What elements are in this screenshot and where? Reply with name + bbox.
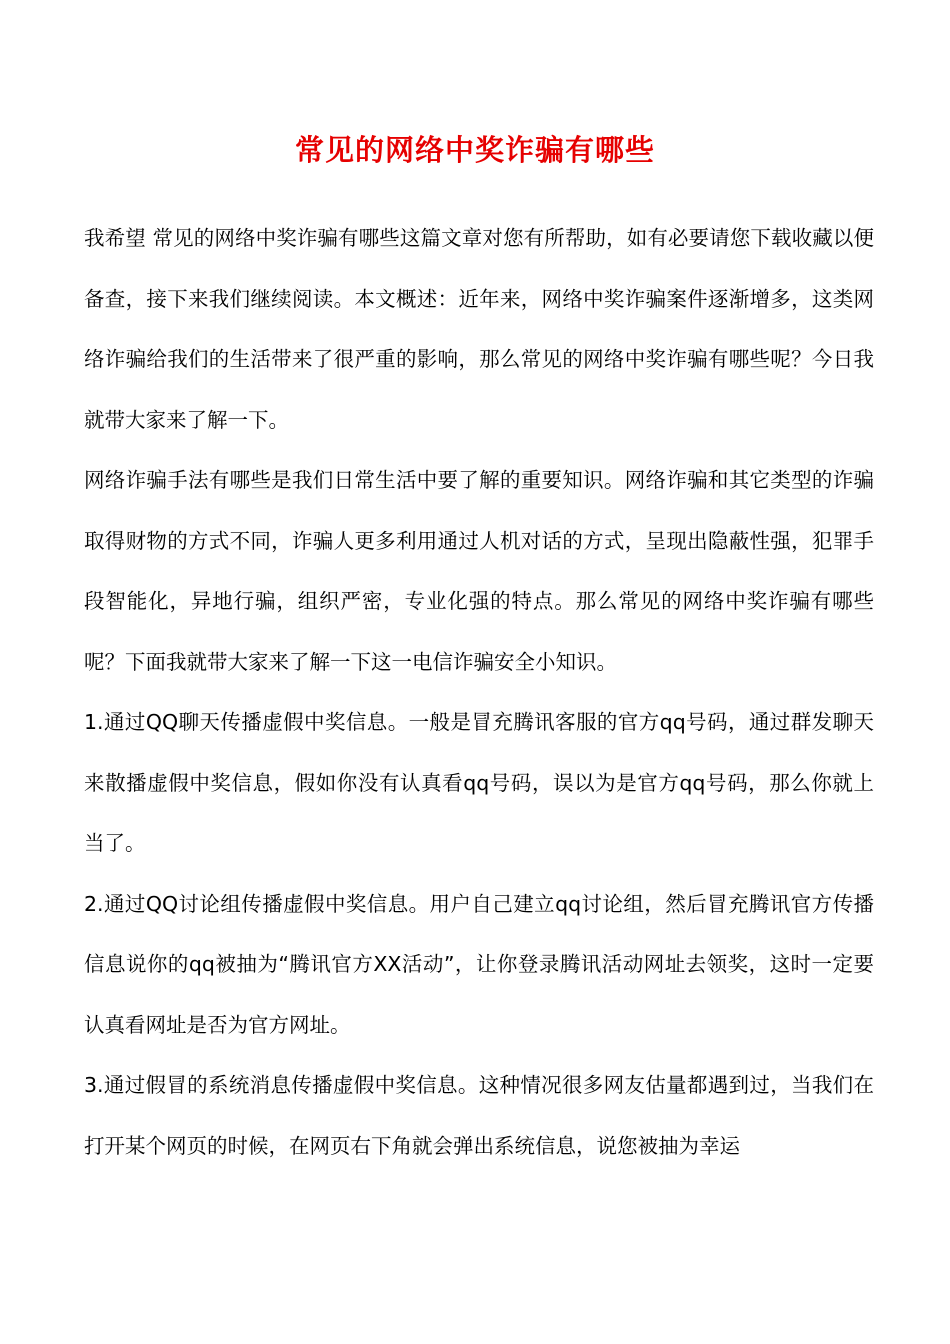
document-body	[84, 208, 874, 1176]
paragraph-intro: 我希望 常见的网络中奖诈骗有哪些这篇文章对您有所帮助，如有必要请您下载收藏以便备查，接下来我们继续阅读。本文概述：近年来，网络中奖诈骗案件逐渐增多，这类网络诈骗给我们的生活带来了很严重的影响，那么常见的网络中奖诈骗有哪些呢？今日我就带大家来了解一下。	[84, 226, 874, 432]
paragraph-overview: 网络诈骗手法有哪些是我们日常生活中要了解的重要知识。网络诈骗和其它类型的诈骗取得财物的方式不同，诈骗人更多利用通过人机对话的方式，呈现出隐蔽性强，犯罪手段智能化，异地行骗，组织严密，专业化强的特点。那么常见的网络中奖诈骗有哪些呢？下面我就带大家来了解一下这一电信诈骗安全小知识。	[84, 468, 874, 674]
paragraph-item-1: 1.通过QQ聊天传播虚假中奖信息。一般是冒充腾讯客服的官方qq号码，通过群发聊天来散播虚假中奖信息，假如你没有认真看qq号码，误以为是官方qq号码，那么你就上当了。	[84, 710, 874, 855]
paragraph-item-3: 3.通过假冒的系统消息传播虚假中奖信息。这种情况很多网友估量都遇到过，当我们在打开某个网页的时候，在网页右下角就会弹出系统信息，说您被抽为幸运	[84, 1073, 874, 1158]
document-title: 常见的网络中奖诈骗有哪些	[294, 133, 655, 167]
paragraph-item-2: 2.通过QQ讨论组传播虚假中奖信息。用户自己建立qq讨论组，然后冒充腾讯官方传播信息说你的qq被抽为“腾讯官方XX活动”，让你登录腾讯活动网址去领奖，这时一定要认真看网址是否为官方网址。	[84, 891, 874, 1037]
